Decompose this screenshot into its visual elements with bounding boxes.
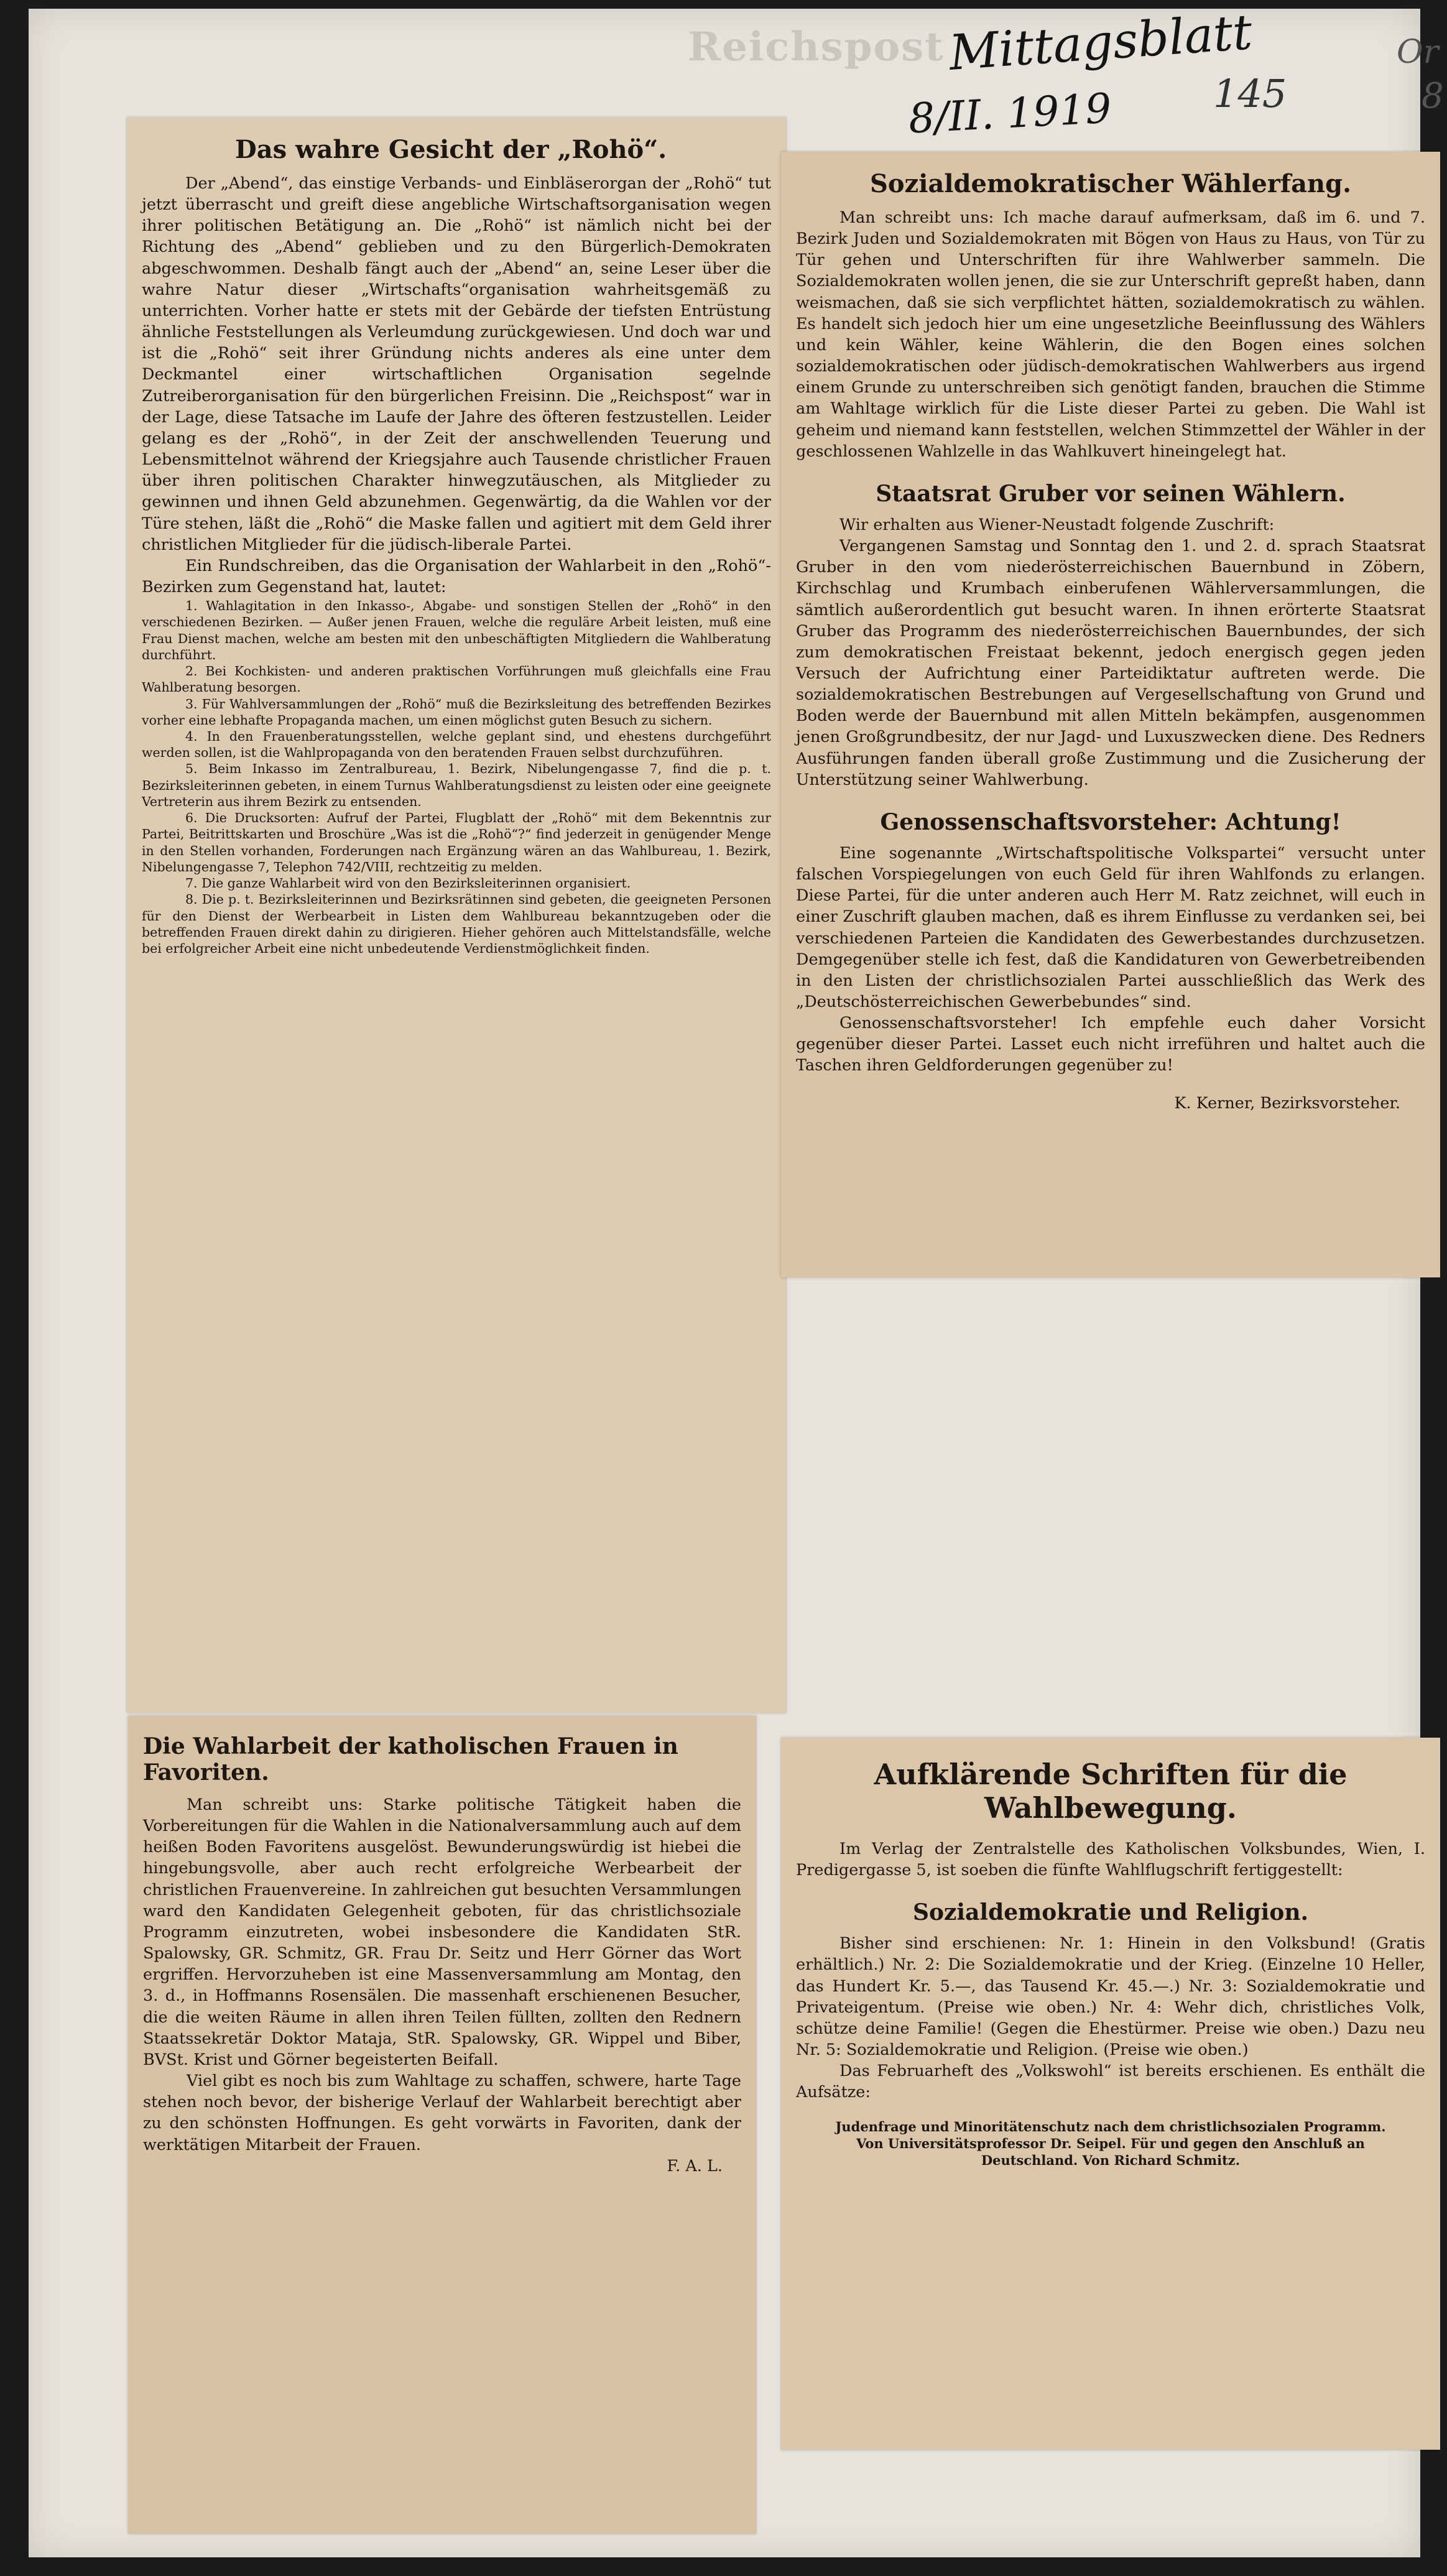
handwritten-number: 145 [1213, 71, 1287, 116]
article-paragraph: Im Verlag der Zentralstelle des Katholischen Volksbundes, Wien, I. Predigergasse 5, ist soeben die fünfte Wahlflugschrift fertiggestellt: [796, 1840, 1425, 1880]
article-title: Aufklärende Schriften für die Wahlbewegung. [874, 1758, 1348, 1825]
list-item: 8. Die p. t. Bezirksleiterinnen und Bezirksrätinnen sind gebeten, die geeigneten Personen für den Dienst der Werbearbeit in Listen dem Wahlbureau bekanntzugeben oder die betreffenden Frauen direkt dahin zu dirigieren. Hieher gehören auch Mittelstandsfälle, welche bei erfolgreicher Arbeit eine nicht unbedeutende Verdienstmöglichkeit finden. [142, 892, 771, 957]
clipping-rohoe [127, 118, 786, 1713]
article-paragraph: Vergangenen Samstag und Sonntag den 1. und 2. d. sprach Staatsrat Gruber in den vom niederösterreichischen Bauernbund in Zöbern, Kirchschlag und Krumbach einberufenen Wählerversammlungen, die sämtlich außerordentlich gut besucht waren. In ihnen erörterte Staatsrat Gruber das Programm des niederösterreichischen Bauernbundes, der sich zum demokratischen Freistaat bekennt, jedoch energisch gegen jeden Versuch der Aufrichtung einer Parteidiktatur auftreten werde. Die sozialdemokratischen Bestrebungen auf Vergesellschaftung von Grund und Boden werde der Bauernbund mit allen Mitteln bekämpfen, ausgenommen jenen Großgrundbesitz, der nur Jagd- und Luxuszwecken diene. Des Redners Ausführungen fanden überall große Zustimmung und die Zusicherung der Unterstützung seiner Wahlwerbung. [796, 537, 1425, 789]
circular-list [142, 598, 771, 957]
list-item: 7. Die ganze Wahlarbeit wird von den Bezirksleiterinnen organisiert. [185, 876, 631, 891]
clipping-right-top [781, 152, 1440, 1277]
list-item: 6. Die Drucksorten: Aufruf der Partei, Flugblatt der „Rohö“ mit dem Bekenntnis zur Partei, Beitrittskarten und Broschüre „Was ist die „Rohö“?“ find jederzeit in genügender Menge in den Stellen vorhanden, Forderungen nach Ergänzung wären an das Wahlbureau, 1. Bezirk, Nibelungengasse 7, Telephon 742/VIII, rechtzeitig zu melden. [142, 810, 771, 874]
handwritten-edition: Mittagsblatt [947, 4, 1254, 81]
article-title: Genossenschaftsvorsteher: Achtung! [880, 808, 1341, 835]
list-item: 5. Beim Inkasso im Zentralbureau, 1. Bezirk, Nibelungengasse 7, find die p. t. Bezirksleiterinnen gebeten, in einem Turnus Wahlberatungsdienst zu leisten oder eine geeignete Vertreterin aus ihrem Bezirk zu entsenden. [142, 761, 771, 809]
handwritten-date: 8/II. 1919 [907, 84, 1113, 143]
article-paragraph: Der „Abend“, das einstige Verbands- und Einbläserorgan der „Rohö“ tut jetzt überrascht und greift diese angebliche Wirtschaftsorganisation wegen ihrer politischen Betätigung an. Die „Rohö“ ist nämlich nicht bei der Richtung des „Abend“ geblieben und zu den Bürgerlich-Demokraten abgeschwommen. Deshalb fängt auch der „Abend“ an, seine Leser über die wahre Natur dieser „Wirtschafts“organisation wahrheitsgemäß zu unterrichten. Vorher hatte er stets mit der Gebärde der tiefsten Entrüstung ähnliche Feststellungen als Verleumdung zurückgewiesen. Und doch war und ist die „Rohö“ seit ihrer Gründung nichts anderes als eine unter dem Deckmantel einer wirtschaftlichen Organisation segelnde Zutreiberorganisation für den bürgerlichen Freisinn. Die „Reichspost“ war in der Lage, diese Tatsache im Laufe der Jahre des öfteren festzustellen. Leider gelang es der „Rohö“, in der Zeit der anschwellenden Teuerung und Lebensmittelnot während der Kriegsjahre auch Tausende christlicher Frauen über ihren politischen Charakter hinwegzutäuschen, als Mitglieder zu gewinnen und ihnen Geld abzunehmen. Gegenwärtig, da die Wahlen vor der Türe stehen, läßt die „Rohö“ die Maske fallen und agitiert mit dem Geld ihrer christlichen Mitglieder für die jüdisch-liberale Partei. [142, 174, 771, 554]
article-paragraph: Viel gibt es noch bis zum Wahltage zu schaffen, schwere, harte Tage stehen noch bevor, der bisherige Verlauf der Wahlarbeit berechtigt aber zu den schönsten Hoffnungen. Es geht vorwärts in Favoriten, dank der werktätigen Mitarbeit der Frauen. [143, 2072, 741, 2154]
article-paragraph: Ein Rundschreiben, das die Organisation der Wahlarbeit in den „Rohö“-Bezirken zum Gegenstand hat, lautet: [142, 556, 771, 596]
article-title: Die Wahlarbeit der katholischen Frauen in Favoriten. [143, 1733, 678, 1786]
list-item: 2. Bei Kochkisten- und anderen praktischen Vorführungen muß gleichfalls eine Frau Wahlberatung besorgen. [142, 664, 771, 695]
article-paragraph: Genossenschaftsvorsteher! Ich empfehle euch daher Vorsicht gegenüber dieser Partei. Lasset euch nicht irreführen und haltet auch die Taschen ihren Geldforderungen gegenüber zu! [796, 1014, 1425, 1075]
article-note: Judenfrage und Minoritätenschutz nach dem christlichsozialen Programm. Von Universitätsprofessor Dr. Seipel. Für und gegen den Anschluß an Deutschland. Von Richard Schmitz. [835, 2118, 1386, 2169]
publication-stamp: Reichspost [688, 24, 945, 70]
list-item: 1. Wahlagitation in den Inkasso-, Abgabe- und sonstigen Stellen der „Rohö“ in den verschiedenen Bezirken. — Außer jenen Frauen, welche die reguläre Arbeit leisten, muß eine Frau Dienst machen, welche am besten mit den unbeschäftigten Mitgliedern die Wahlberatung durchführt. [142, 598, 771, 662]
article-signature: K. Kerner, Bezirksvorsteher. [1174, 1093, 1400, 1113]
article-paragraph: Man schreibt uns: Starke politische Tätigkeit haben die Vorbereitungen für die Wahlen in die Nationalversammlung auch auf dem heißen Boden Favoritens ausgelöst. Bewunderungswürdig ist hiebei die hingebungsvolle, aber auch recht erfolgreiche Werbearbeit der christlichen Frauenvereine. In zahlreichen gut besuchten Versammlungen ward den Kandidaten Gelegenheit geboten, für das christlichsoziale Programm einzutreten, wobei insbesondere die Kandidaten StR. Spalowsky, GR. Schmitz, GR. Frau Dr. Seitz und Herr Görner das Wort ergriffen. Hervorzuheben ist eine Massenversammlung am Montag, den 3. d., in Hoffmanns Rosensälen. Die massenhaft erschienenen Besucher, die die weiten Räume in allen ihren Teilen füllten, zollten den Rednern Staatssekretär Doktor Mataja, StR. Spalowsky, GR. Wippel und Biber, BVSt. Krist und Görner begeisterten Beifall. [143, 1795, 741, 2069]
list-item: 4. In den Frauenberatungsstellen, welche geplant sind, und ehestens durchgeführt werden sollen, ist die Wahlpropaganda von den beratenden Frauen selbst durchzuführen. [142, 729, 771, 761]
article-paragraph: Bisher sind erschienen: Nr. 1: Hinein in den Volksbund! (Gratis erhältlich.) Nr. 2: Die Sozialdemokratie und der Krieg. (Einzelne 10 Heller, das Hundert Kr. 5.—, das Tausend Kr. 45.—.) Nr. 3: Sozialdemokratie und Privateigentum. (Preise wie oben.) Nr. 4: Wehr dich, christliches Volk, schütze deine Familie! (Gegen die Ehestürmer. Preise wie oben.) Dazu neu Nr. 5: Sozialdemokratie und Religion. (Preise wie oben.) [796, 1934, 1425, 2060]
clipping-right-bottom [781, 1738, 1440, 2450]
clipping-favoriten [128, 1716, 756, 2534]
article-title: Sozialdemokratischer Wählerfang. [869, 169, 1352, 198]
article-paragraph: Das Februarheft des „Volkswohl“ ist bereits erschienen. Es enthält die Aufsätze: [796, 2062, 1425, 2102]
article-subtitle: Sozialdemokratie und Religion. [912, 1899, 1309, 1926]
archive-sheet [29, 4, 1444, 2557]
article-title: Staatsrat Gruber vor seinen Wählern. [876, 480, 1346, 507]
article-title: Das wahre Gesicht der „Rohö“. [235, 135, 667, 164]
list-item: 3. Für Wahlversammlungen der „Rohö“ muß die Bezirksleitung des betreffenden Bezirkes vorher eine lebhafte Propaganda machen, um einen möglichst guten Besuch zu sichern. [142, 696, 771, 728]
article-paragraph: Wir erhalten aus Wiener-Neustadt folgende Zuschrift: [839, 515, 1275, 534]
article-signature: F. A. L. [667, 2156, 723, 2175]
article-paragraph: Man schreibt uns: Ich mache darauf aufmerksam, daß im 6. und 7. Bezirk Juden und Sozialdemokraten mit Bögen von Haus zu Haus, von Tür zu Tür gehen und Unterschriften für ihre Wahlwerber sammeln. Die Sozialdemokraten wollen jenen, die sie zur Unterschrift gepreßt haben, dann weismachen, daß sie sich verpflichtet hätten, sozialdemokratisch zu wählen. Es handelt sich jedoch hier um eine ungesetzliche Beeinflussung des Wählers und kein Wähler, keine Wählerin, die den Bogen eines solchen sozialdemokratischen oder jüdisch-demokratischen Wahlwerbers aus irgend einem Grunde zu unterschreiben sich genötigt fanden, brauchen die Stimme am Wahltage wirklich für die Liste dieser Partei zu geben. Die Wahl ist geheim und niemand kann feststellen, welchen Stimmzettel der Wähler in der geschlossenen Wahlzelle in das Wahlkuvert hineingelegt hat. [796, 208, 1425, 461]
article-paragraph: Eine sogenannte „Wirtschaftspolitische Volkspartei“ versucht unter falschen Vorspiegelungen von euch Geld für ihren Wahlfonds zu erlangen. Diese Partei, für die unter anderen auch Herr M. Ratz zeichnet, will euch in einer Zuschrift glauben machen, daß es ihrem Einflusse zu verdanken sei, bei verschiedenen Parteien die Kandidaten des Gewerbestandes durchzusetzen. Demgegenüber stelle ich fest, daß die Kandidaturen von Gewerbetreibenden in den Listen der christlichsozialen Partei ausschließlich das Werk des „Deutschösterreichischen Gewerbebundes“ sind. [796, 843, 1425, 1011]
corner-mark-top: Or [1397, 34, 1439, 71]
corner-mark-bottom: 8 [1422, 76, 1444, 116]
